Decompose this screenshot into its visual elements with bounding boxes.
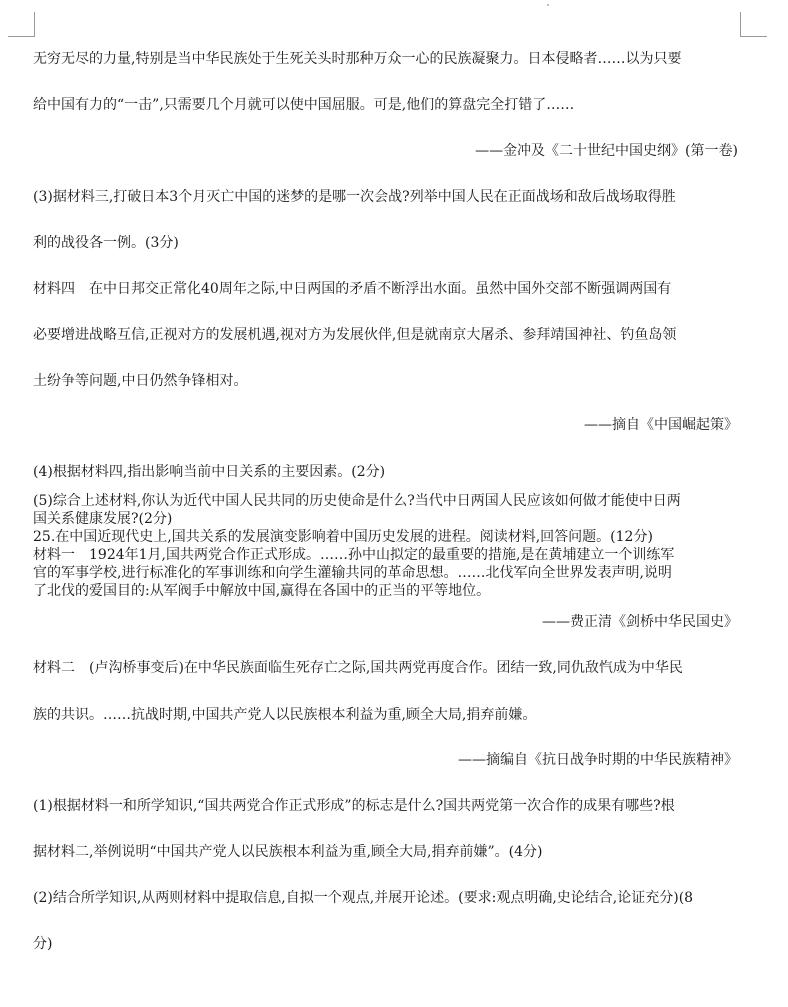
- text-line: 土纷争等问题,中日仍然争锋相对。: [33, 373, 248, 389]
- text-line: 国关系健康发展?(2分): [33, 511, 173, 527]
- question-3: (3)据材料三,打破日本3个月灭亡中国的迷梦的是哪一次会战?列举中国人民在正面战场和敌后战场取得胜: [33, 189, 676, 205]
- question-25-2: (2)结合所学知识,从两则材料中提取信息,自拟一个观点,并展开论述。(要求:观点明确,史论结合,论证充分)(8: [33, 890, 694, 906]
- crop-mark-top-right: [740, 12, 767, 37]
- text-line: 分): [33, 936, 53, 952]
- question-25: 25.在中国近现代史上,国共关系的发展演变影响着中国历史发展的进程。阅读材料,回答问题。(12分): [33, 529, 653, 545]
- text-line: 必要增进战略互信,正视对方的发展机遇,视对方为发展伙伴,但是就南京大屠杀、参拜靖国神社、钓鱼岛领: [33, 327, 677, 343]
- text-line: 据材料二,举例说明“中国共产党人以民族根本利益为重,顾全大局,捐弃前嫌”。(4分): [33, 844, 543, 860]
- question-25-1: (1)根据材料一和所学知识,“国共两党合作正式形成”的标志是什么?国共两党第一次合作的成果有哪些?根: [33, 798, 675, 814]
- source-citation: ——金冲及《二十世纪中国史纲》(第一卷): [475, 143, 738, 159]
- text-line: 无穷无尽的力量,特别是当中华民族处于生死关头时那种万众一心的民族凝聚力。日本侵略者……以为只要: [33, 51, 682, 67]
- material-4: 材料四 在中日邦交正常化40周年之际,中日两国的矛盾不断浮出水面。虽然中国外交部不断强调两国有: [33, 281, 672, 297]
- source-citation: ——费正清《剑桥中华民国史》: [542, 614, 738, 630]
- text-line: 给中国有力的“一击”,只需要几个月就可以使中国屈服。可是,他们的算盘完全打错了……: [33, 97, 575, 113]
- material-1: 材料一 1924年1月,国共两党合作正式形成。……孙中山拟定的最重要的措施,是在黄埔建立一个训练军: [33, 547, 675, 563]
- stray-dot: [547, 4, 549, 6]
- question-4: (4)根据材料四,指出影响当前中日关系的主要因素。(2分): [33, 464, 386, 480]
- question-5: (5)综合上述材料,你认为近代中国人民共同的历史使命是什么?当代中日两国人民应该如何做才能使中日两: [33, 493, 681, 509]
- source-citation: ——摘编自《抗日战争时期的中华民族精神》: [458, 752, 738, 768]
- material-2: 材料二 (卢沟桥事变后)在中华民族面临生死存亡之际,国共两党再度合作。团结一致,同仇敌忾成为中华民: [33, 660, 683, 676]
- crop-mark-top-left: [8, 12, 35, 37]
- text-line: 了北伐的爱国目的:从军阀手中解放中国,赢得在各国中的正当的平等地位。: [33, 583, 491, 599]
- source-citation: ——摘自《中国崛起策》: [584, 417, 738, 433]
- text-line: 利的战役各一例。(3分): [33, 235, 179, 251]
- text-line: 官的军事学校,进行标准化的军事训练和向学生灌输共同的革命思想。……北伐军向全世界发表声明,说明: [33, 565, 672, 581]
- text-line: 族的共识。……抗战时期,中国共产党人以民族根本利益为重,顾全大局,捐弃前嫌。: [33, 707, 537, 723]
